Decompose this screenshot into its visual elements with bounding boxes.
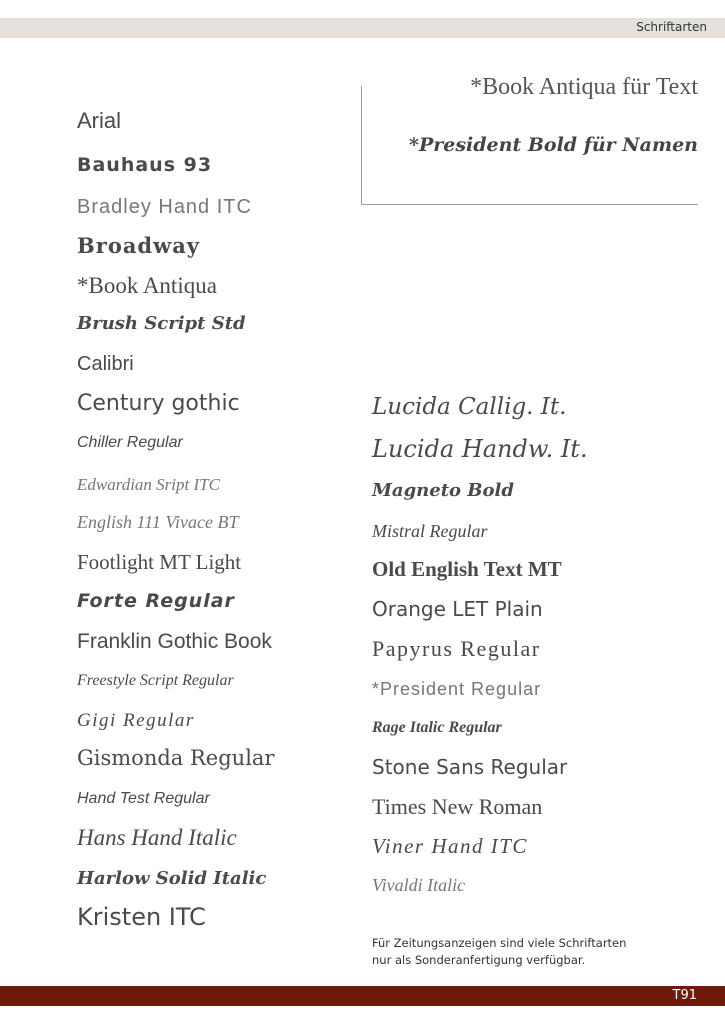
- page-number: T91: [672, 988, 697, 1003]
- footnote-line: nur als Sonderanfertigung verfügbar.: [372, 953, 586, 967]
- font-sample: Bradley Hand ITC: [77, 196, 252, 218]
- font-sample: Bauhaus 93: [77, 154, 213, 176]
- font-usage-callout: [361, 74, 698, 205]
- callout-name-font: *President Bold für Namen: [409, 134, 698, 156]
- font-sample: Mistral Regular: [372, 521, 488, 541]
- font-sample: Edwardian Sript ITC: [77, 475, 220, 494]
- font-sample: Calibri: [77, 353, 134, 375]
- font-sample: *Book Antiqua: [77, 273, 217, 298]
- font-sample: Footlight MT Light: [77, 550, 242, 574]
- footnote-line: Für Zeitungsanzeigen sind viele Schriftarten: [372, 936, 627, 950]
- font-sample: Papyrus Regular: [372, 636, 541, 661]
- font-sample: Stone Sans Regular: [372, 755, 568, 779]
- font-sample: Old English Text MT: [372, 557, 562, 581]
- font-sample: Harlow Solid Italic: [77, 868, 267, 889]
- font-sample: Hans Hand Italic: [77, 825, 237, 850]
- font-sample: Franklin Gothic Book: [77, 630, 272, 653]
- footnote: [372, 935, 672, 969]
- font-sample: Viner Hand ITC: [372, 834, 528, 858]
- font-sample: Brush Script Std: [77, 313, 246, 334]
- footer-bar: [0, 986, 725, 1006]
- callout-text-font: *Book Antiqua für Text: [470, 74, 698, 100]
- header-bar: [0, 18, 725, 38]
- font-sample: Forte Regular: [77, 590, 235, 612]
- font-sample: Gigi Regular: [77, 710, 195, 731]
- font-sample: Lucida Callig. It.: [372, 394, 567, 420]
- font-sample: Rage Italic Regular: [372, 719, 502, 736]
- font-sample: *President Regular: [372, 679, 542, 699]
- font-sample: Hand Test Regular: [77, 790, 210, 807]
- font-sample: Arial: [77, 108, 122, 133]
- font-sample: Times New Roman: [372, 794, 543, 819]
- page-section-title: Schriftarten: [636, 20, 707, 34]
- font-sample: English 111 Vivace BT: [77, 512, 239, 532]
- font-sample: Magneto Bold: [372, 480, 514, 501]
- font-sample: Gismonda Regular: [77, 746, 275, 770]
- font-sample: Freestyle Script Regular: [77, 672, 234, 689]
- font-sample: Kristen ITC: [77, 903, 206, 931]
- font-sample: Century gothic: [77, 391, 240, 416]
- font-sample: Chiller Regular: [77, 434, 183, 451]
- font-sample: Orange LET Plain: [372, 597, 543, 621]
- font-sample: Broadway: [77, 233, 200, 258]
- font-sample: Vivaldi Italic: [372, 875, 466, 895]
- font-sample: Lucida Handw. It.: [372, 435, 588, 463]
